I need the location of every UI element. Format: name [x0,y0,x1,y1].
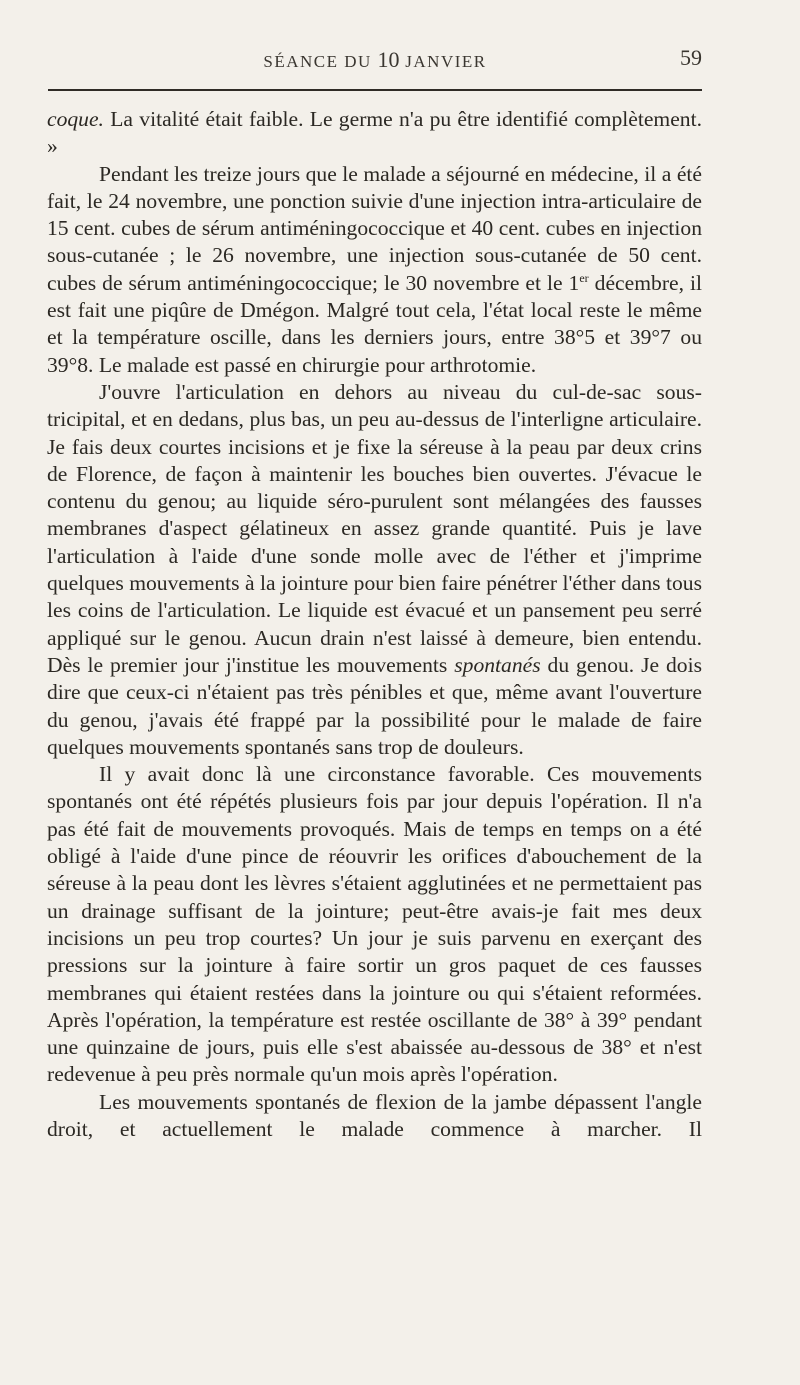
paragraph-5: Les mouvements spontanés de flexion de la jambe dépassent l'angle droit, et actuellement le malade commence à marcher. Il [47,1089,702,1141]
paragraph-1-text: La vitalité était faible. Le germe n'a pu être identifié complètement. » [47,107,702,159]
header-rule [48,89,702,91]
italic-word-coque: coque. [47,107,104,131]
superscript-er: er [579,270,589,285]
paragraph-3-text-b: du genou. Je dois dire que ceux-ci n'étaient pas très pénibles et que, même avant l'ouverture du genou, j'avais été frappé par la possibilité pour le malade de faire quelques mouvements spontanés sans trop de douleurs. [47,652,702,759]
paragraph-2-text-a: Pendant les treize jours que le malade a séjourné en médecine, il a été fait, le 24 novembre, une ponction suivie d'une injection intra-articulaire de 15 cent. cubes de sérum antiméningococcique et 40 cent. cubes en injection sous-cutanée ; le 26 novembre, une injection sous-cutanée de 50 cent. cubes de sérum antiméningococcique; le 30 novembre et le 1 [47,161,702,295]
running-head [48,47,702,71]
running-title [48,47,702,73]
running-title-number: 10 [377,47,400,72]
paragraph-3-text-a: J'ouvre l'articulation en dehors au niveau du cul-de-sac sous-tricipital, et en dedans, plus bas, un peu au-dessus de l'interligne articulaire. Je fais deux courtes incisions et je fixe la séreuse à la peau par deux crins de Florence, de façon à maintenir les bouches bien ouvertes. J'évacue le contenu du genou; au liquide séro-purulent sont mélangées des fausses membranes d'aspect gélatineux en assez grande quantité. Puis je lave l'articulation à l'aide d'une sonde molle avec de l'éther et j'imprime quelques mouvements à la jointure pour bien faire pénétrer l'éther dans tous les coins de l'articulation. Le liquide est évacué et un pansement peu serré appliqué sur le genou. Aucun drain n'est laissé à demeure, bien entendu. Dès le premier jour j'institue les mouvements [47,379,702,677]
running-title-after: JANVIER [399,52,487,71]
paragraph-2-text-b: décembre, il est fait une piqûre de Dmégon. Malgré tout cela, l'état local reste le même et la température oscille, dans les derniers jours, entre 38°5 et 39°7 ou 39°8. Le malade est passé en chirurgie pour arthrotomie. [47,270,702,377]
page-number: 59 [680,45,702,70]
paragraph-2 [47,161,702,379]
body-text [47,106,702,1143]
paragraph-3 [47,379,702,761]
running-title-before: SÉANCE DU [263,52,378,71]
italic-word-spontanes: spontanés [454,652,541,677]
paragraph-4: Il y avait donc là une circonstance favorable. Ces mouvements spontanés ont été répétés plusieurs fois par jour depuis l'opération. Il n'a pas été fait de mouvements provoqués. Mais de temps en temps on a été obligé à l'aide d'une pince de réouvrir les orifices d'abouchement de la séreuse à la peau dont les lèvres s'étaient agglutinées et ne permettaient pas un drainage suffisant de la jointure; peut-être avais-je fait mes deux incisions un peu trop courtes? Un jour je suis parvenu en exerçant des pressions sur la jointure à faire sortir un gros paquet de ces fausses membranes qui étaient restées dans la jointure ou qui s'étaient reformées. Après l'opération, la température est restée oscillante de 38° à 39° pendant une quinzaine de jours, puis elle s'est abaissée au-dessous de 38° et n'est redevenue à peu près normale qu'un mois après l'opération. [47,762,702,1087]
paragraph-1 [47,106,702,161]
